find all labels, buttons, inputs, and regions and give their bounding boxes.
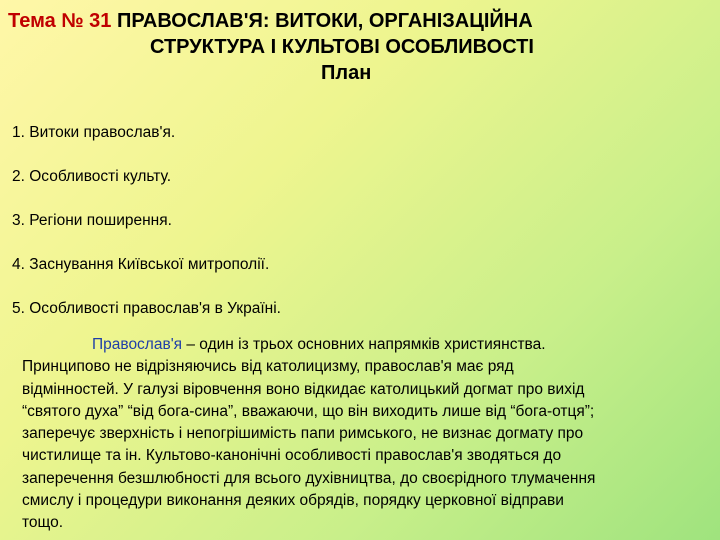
plan-item: 1. Витоки православ'я. (12, 124, 176, 141)
paragraph-line: “святого духа” “від бога-сина”, вважаючи, що він виходить лише від “бога-отця”; (22, 402, 595, 420)
title-line-1-text: ПРАВОСЛАВ'Я: ВИТОКИ, ОРГАНІЗАЦІЙНА (111, 10, 533, 32)
paragraph-line: заперечення безшлюбності для всього духівництва, до своєрідного тлумачення (22, 469, 596, 487)
plan-item: 3. Регіони поширення. (12, 212, 172, 229)
paragraph-line: заперечує зверхність і непогрішимість папи римського, не визнає догмату про (22, 425, 584, 443)
paragraph-line: тощо. (22, 514, 64, 532)
paragraph-line-text: – один із трьох основних напрямків християнства. (182, 336, 546, 353)
description-paragraph (22, 334, 698, 535)
slide-title (8, 8, 712, 86)
title-line-1 (8, 8, 712, 34)
plan-item: 4. Заснування Київської митрополії. (12, 256, 270, 273)
paragraph-line: смислу і процедури виконання деяких обрядів, порядку церковної відправи (22, 492, 564, 510)
title-line-2: СТРУКТУРА І КУЛЬТОВІ ОСОБЛИВОСТІ (150, 36, 534, 58)
paragraph-line: відмінностей. У галузі віровчення воно відкидає католицький догмат про вихід (22, 380, 585, 398)
paragraph-line: чистилище та ін. Культово-канонічні особливості православ'я зводяться до (22, 447, 562, 465)
plan-item: 2. Особливості культу. (12, 168, 172, 185)
topic-number: Тема № 31 (8, 10, 112, 32)
paragraph-line (22, 334, 698, 356)
plan-list (12, 123, 702, 343)
highlighted-term: Православ'я (92, 336, 183, 353)
plan-heading: План (321, 62, 372, 84)
plan-item: 5. Особливості православ'я в Україні. (12, 300, 281, 317)
paragraph-line: Принципово не відрізняючись від католицизму, православ'я має ряд (22, 358, 514, 376)
